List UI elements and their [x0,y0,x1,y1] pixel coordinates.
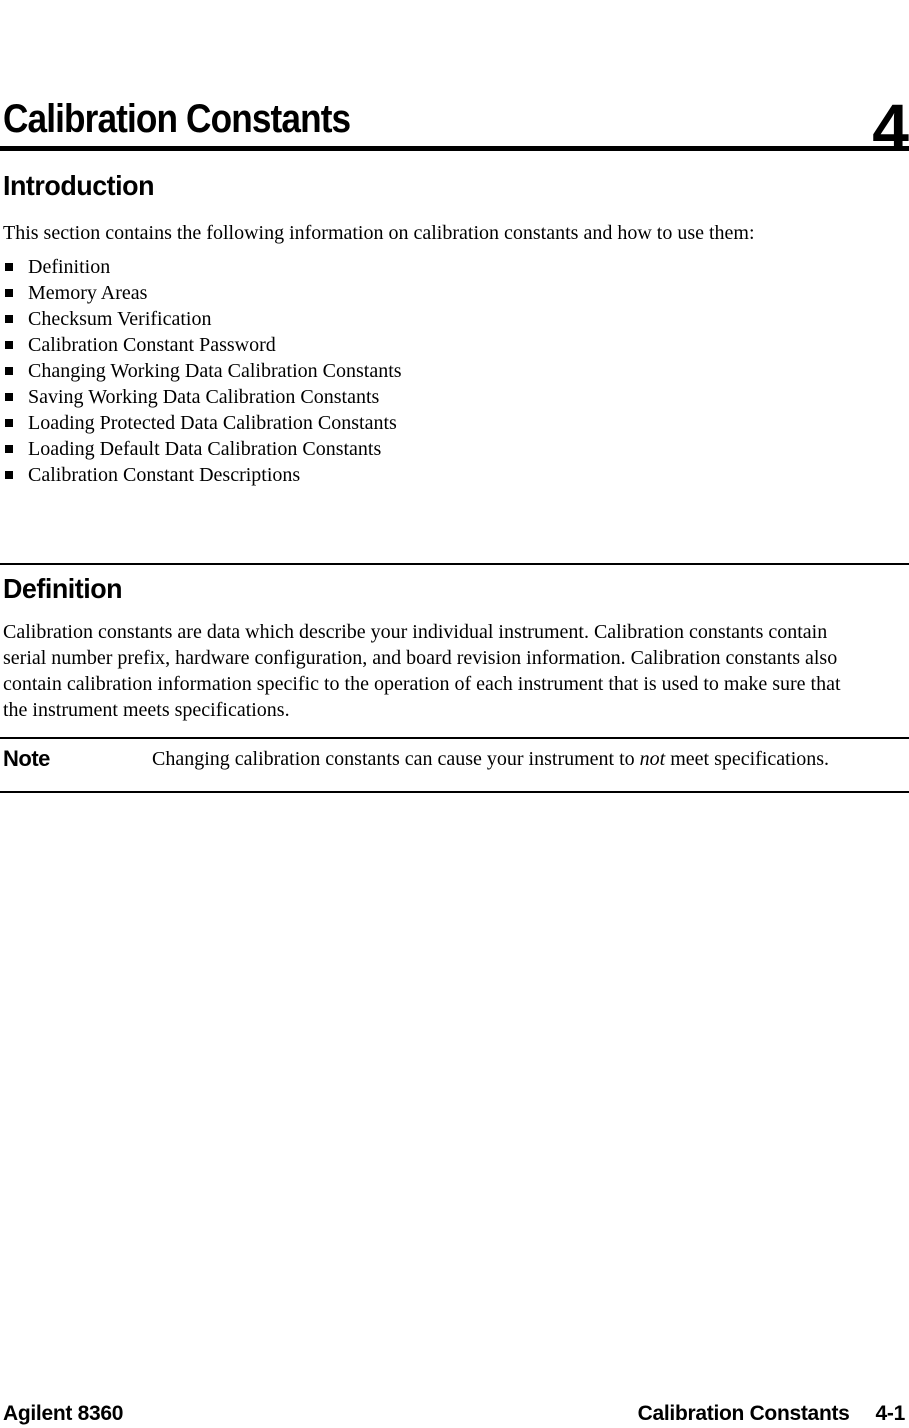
list-item: Calibration Constant Descriptions [3,462,905,488]
introduction-bullet-list [3,254,905,488]
list-item: Loading Protected Data Calibration Constants [3,410,905,436]
manual-page [0,90,909,1428]
introduction-lead: This section contains the following information on calibration constants and how to use them: [3,222,755,244]
note-rule-top [0,737,909,739]
definition-section-rule [0,563,909,565]
list-item: Memory Areas [3,280,905,306]
note-label: Note [3,746,50,771]
chapter-number: 4 [872,90,907,164]
note-rule-bottom [0,791,909,793]
footer-right [638,1401,905,1426]
page-title: Calibration Constants [3,97,351,141]
note-text [152,746,829,772]
footer-product-name: Agilent 8360 [3,1402,124,1425]
note-text-after: meet specifications. [665,748,830,770]
section-introduction [3,172,905,488]
section-definition [3,575,905,723]
list-item: Checksum Verification [3,306,905,332]
note-text-before: Changing calibration constants can cause your instrument to [152,748,640,770]
list-item: Calibration Constant Password [3,332,905,358]
footer-chapter-title: Calibration Constants [637,1402,850,1425]
definition-body: Calibration constants are data which describe your individual instrument. Calibration constants contain serial number prefix, hardware configuration, and board revision information. Calibration constants also contain calibration information specific to the operation of each instrument that is used to make sure that the instrument meets specifications. [3,621,841,721]
list-item: Loading Default Data Calibration Constants [3,436,905,462]
note-row [3,746,905,772]
list-item: Definition [3,254,905,280]
page-footer [3,1401,905,1426]
note-block [3,737,905,793]
title-rule [0,146,909,151]
footer-page-number: 4-1 [875,1402,905,1425]
list-item: Changing Working Data Calibration Constants [3,358,905,384]
introduction-heading: Introduction [3,170,155,201]
definition-heading: Definition [3,573,123,604]
list-item: Saving Working Data Calibration Constants [3,384,905,410]
note-emphasis: not [639,748,666,770]
